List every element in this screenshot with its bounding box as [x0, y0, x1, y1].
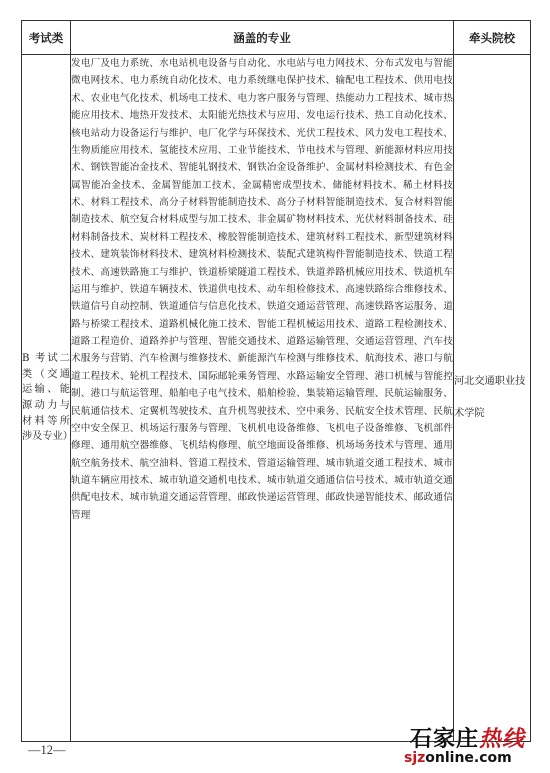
header-lead-school: 牵头院校	[454, 21, 531, 55]
header-covered-majors: 涵盖的专业	[71, 21, 454, 55]
lead-school-cell: 河北交通职业技术学院	[454, 55, 531, 742]
watermark-site-prefix: sjz	[404, 750, 426, 766]
watermark-brand-red: 热线	[479, 727, 526, 752]
table-row	[22, 55, 531, 742]
majors-list-cell: 发电厂及电力系统、水电站机电设备与自动化、水电站与电力网技术、分布式发电与智能微电网技术、电力系统自动化技术、电力系统继电保护技术、输配电工程技术、供用电技术、农业电气化技术、机场电工技术、电力客户服务与管理、热能动力工程技术、城市热能应用技术、地热开发技术、太阳能光热技术与应用、发电运行技术、热工自动化技术、核电站动力设备运行与维护、电厂化学与环保技术、光伏工程技术、风力发电工程技术、生物质能应用技术、氢能技术应用、工业节能技术、节电技术与管理、新能源材料应用技术、钢铁智能冶金技术、智能轧钢技术、钢铁冶金设备维护、金属材料检测技术、有色金属智能冶金技术、金属智能加工技术、金属精密成型技术、储能材料技术、稀土材料技术、材料工程技术、高分子材料智能制造技术、高分子材料智能制造技术、复合材料智能制造技术、航空复合材料成型与加工技术、非金属矿物材料技术、光伏材料制备技术、硅材料制备技术、炭材料工程技术、橡胶智能制造技术、建筑材料工程技术、新型建筑材料技术、建筑装饰材料技术、建筑材料检测技术、装配式建筑构件智能制造技术、铁道工程技术、高速铁路施工与维护、铁道桥梁隧道工程技术、铁道养路机械应用技术、铁道机车运用与维护、铁道车辆技术、铁道供电技术、动车组检修技术、高速铁路综合维修技术、铁道信号自动控制、铁道通信与信息化技术、铁道交通运营管理、高速铁路客运服务、道路与桥梁工程技术、道路机械化施工技术、智能工程机械运用技术、道路工程检测技术、道路工程造价、道路养护与管理、智能交通技术、道路运输管理、交通运营管理、汽车技术服务与营销、汽车检测与维修技术、新能源汽车检测与维修技术、航海技术、港口与航道工程技术、轮机工程技术、国际邮轮乘务管理、水路运输安全管理、港口机械与智能控制、港口与航运管理、船舶电子电气技术、船舶检验、集装箱运输管理、民航运输服务、民航通信技术、定翼机驾驶技术、直升机驾驶技术、空中乘务、民航安全技术管理、民航空中安全保卫、机场运行服务与管理、飞机机电设备维修、飞机电子设备维修、飞机部件修理、通用航空器维修、飞机结构修理、航空地面设备维修、机场场务技术与管理、通用航空航务技术、航空油料、管道工程技术、管道运输管理、城市轨道交通工程技术、城市轨道车辆应用技术、城市轨道交通机电技术、城市轨道交通通信信号技术、城市轨道交通供配电技术、城市轨道交通运营管理、邮政快递运营管理、邮政快递智能技术、邮政通信管理	[71, 55, 454, 742]
header-row	[22, 21, 531, 55]
majors-table	[21, 20, 531, 742]
watermark-site	[404, 750, 512, 766]
header-exam-category: 考试类	[22, 21, 71, 55]
page-number: —12—	[28, 743, 66, 757]
watermark-site-rest: online.com	[425, 750, 512, 766]
exam-category-cell: B 考试二类（交通运输、能源动力与材料等所涉及专业）	[22, 55, 71, 742]
watermark-logo	[410, 722, 525, 753]
watermark-brand-black: 石家庄	[410, 727, 480, 752]
